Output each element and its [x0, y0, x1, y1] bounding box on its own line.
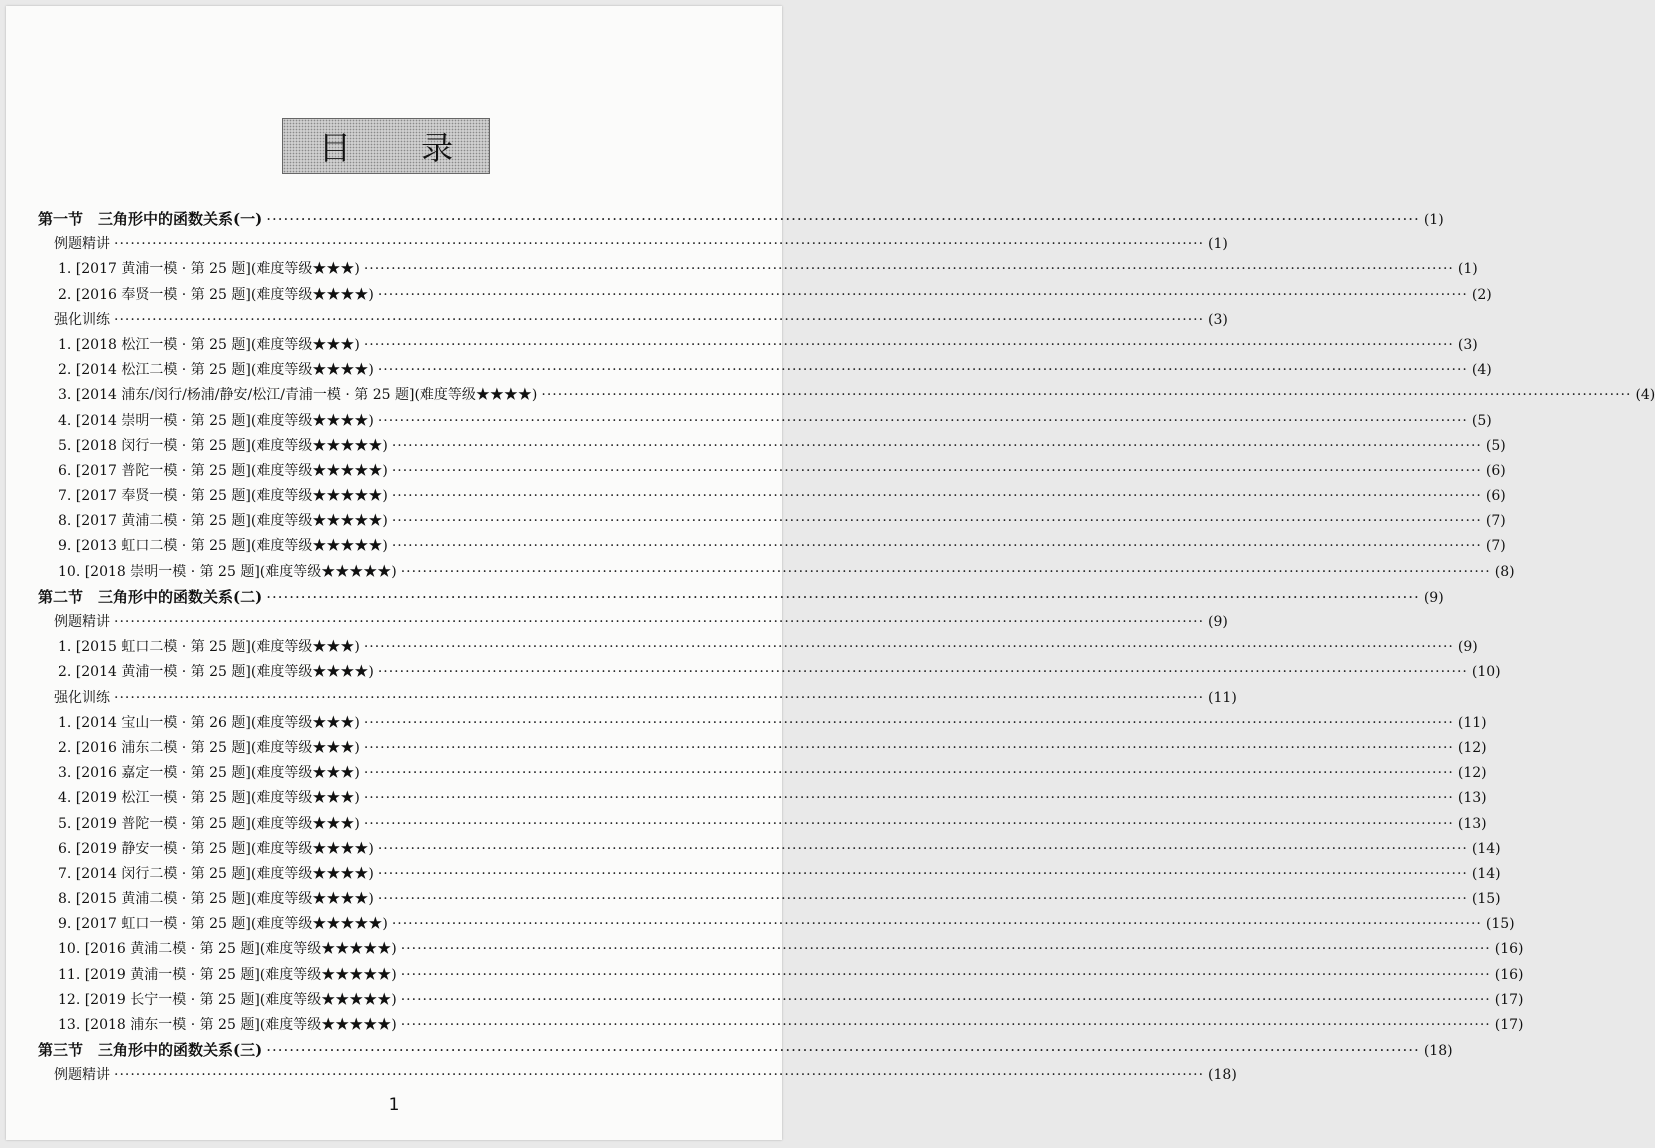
dot-leader: ········································································································································································································ — [363, 815, 1454, 832]
toc-entry-label: 强化训练 — [54, 689, 110, 706]
toc-entry-label: 10. [2018 崇明一模 · 第 25 题](难度等级★★★★★) — [58, 563, 397, 580]
toc-entry-page: (9) — [1208, 614, 1228, 630]
dot-leader: ········································································································································································································ — [391, 538, 1482, 555]
dot-leader: ········································································································································································································ — [377, 412, 1468, 429]
dot-leader: ········································································································································································································ — [400, 966, 1491, 983]
toc-entry-sub — [38, 610, 1228, 635]
toc-entry-page: (16) — [1494, 966, 1524, 983]
toc-entry-label: 2. [2016 浦东二模 · 第 25 题](难度等级★★★) — [58, 739, 360, 756]
toc-entry-label: 4. [2014 崇明一模 · 第 25 题](难度等级★★★★) — [58, 412, 374, 429]
dot-leader: ········································································································································································································ — [114, 689, 1205, 706]
toc-entry-label: 1. [2018 松江一模 · 第 25 题](难度等级★★★) — [58, 336, 360, 353]
dot-leader: ········································································································································································································ — [391, 488, 1482, 505]
dot-leader: ········································································································································································································ — [266, 210, 1420, 228]
toc-entry-label: 9. [2017 虹口一模 · 第 25 题](难度等级★★★★★) — [58, 916, 388, 933]
toc-entry-page: (6) — [1485, 462, 1506, 479]
toc-entry-page: (14) — [1471, 840, 1501, 857]
toc-entry-item — [38, 358, 1492, 383]
page-number: 1 — [388, 1095, 400, 1115]
toc-entry-section — [38, 585, 1444, 610]
dot-leader: ········································································································································································································ — [377, 286, 1468, 303]
toc-entry-page: (3) — [1208, 311, 1228, 328]
toc-entry-label: 13. [2018 浦东一模 · 第 25 题](难度等级★★★★★) — [58, 1017, 397, 1033]
toc-entry-page: (13) — [1457, 790, 1487, 807]
toc-entry-item — [38, 736, 1487, 761]
toc-entry-item — [38, 963, 1524, 988]
toc-entry-page: (1) — [1423, 212, 1444, 228]
toc-entry-page: (4) — [1471, 362, 1492, 379]
dot-leader: ········································································································································································································ — [363, 790, 1454, 807]
dot-leader: ········································································································································································································ — [400, 991, 1491, 1008]
toc-entry-page: (2) — [1471, 286, 1492, 303]
toc-entry-label: 8. [2017 黄浦二模 · 第 25 题](难度等级★★★★★) — [58, 513, 388, 530]
dot-leader: ········································································································································································································ — [391, 513, 1482, 530]
toc-entry-label: 例题精讲 — [54, 1067, 110, 1084]
dot-leader: ········································································································································································································ — [363, 739, 1454, 756]
dot-leader: ········································································································································································································ — [363, 765, 1454, 782]
dot-leader: ········································································································································································································ — [377, 891, 1468, 908]
toc-entry-label: 4. [2019 松江一模 · 第 25 题](难度等级★★★) — [58, 790, 360, 807]
toc-entry-label: 3. [2014 浦东/闵行/杨浦/静安/松江/青浦一模 · 第 25 题](难度等级★★★★) — [58, 387, 538, 404]
toc-entry-label: 6. [2017 普陀一模 · 第 25 题](难度等级★★★★★) — [58, 462, 388, 479]
toc-entry-item — [38, 509, 1506, 534]
toc-entry-label: 7. [2017 奉贤一模 · 第 25 题](难度等级★★★★★) — [58, 488, 388, 505]
toc-entry-item — [38, 383, 1655, 408]
dot-leader: ········································································································································································································ — [114, 614, 1205, 630]
dot-leader: ········································································································································································································ — [266, 1041, 1420, 1060]
toc-entry-page: (7) — [1485, 538, 1506, 555]
dot-leader: ········································································································································································································ — [391, 462, 1482, 479]
toc-entry-sub — [38, 686, 1237, 711]
dot-leader: ········································································································································································································ — [400, 563, 1491, 580]
toc-entry-item — [38, 937, 1524, 962]
toc-entry-item — [38, 484, 1506, 509]
toc-entry-label: 第一节 三角形中的函数关系(一) — [38, 210, 263, 228]
toc-entry-label: 9. [2013 虹口二模 · 第 25 题](难度等级★★★★★) — [58, 538, 388, 555]
toc-entry-label: 12. [2019 长宁一模 · 第 25 题](难度等级★★★★★) — [58, 991, 397, 1008]
toc-entry-label: 6. [2019 静安一模 · 第 25 题](难度等级★★★★) — [58, 840, 374, 857]
toc-entry-label: 5. [2018 闵行一模 · 第 25 题](难度等级★★★★★) — [58, 437, 388, 454]
toc-entry-page: (1) — [1457, 261, 1478, 278]
toc-entry-section — [38, 1038, 1453, 1063]
dot-leader: ········································································································································································································ — [377, 865, 1468, 882]
toc-entry-page: (17) — [1494, 1017, 1524, 1033]
toc-entry-label: 例题精讲 — [54, 236, 110, 253]
toc-entry-page: (14) — [1471, 865, 1501, 882]
toc-entry-label: 1. [2015 虹口二模 · 第 25 题](难度等级★★★) — [58, 639, 360, 656]
toc-entry-page: (10) — [1471, 664, 1501, 681]
dot-leader: ········································································································································································································ — [363, 336, 1454, 353]
toc-entry-page: (7) — [1485, 513, 1506, 530]
dot-leader: ········································································································································································································ — [363, 261, 1454, 278]
toc-entry-label: 11. [2019 黄浦一模 · 第 25 题](难度等级★★★★★) — [58, 966, 397, 983]
toc-entry-item — [38, 761, 1487, 786]
dot-leader: ········································································································································································································ — [400, 941, 1491, 958]
toc-entry-page: (8) — [1494, 563, 1515, 580]
toc-entry-item — [38, 257, 1478, 282]
toc-entry-item — [38, 283, 1492, 308]
dot-leader: ········································································································································································································ — [114, 311, 1205, 328]
dot-leader: ········································································································································································································ — [377, 840, 1468, 857]
toc-entry-page: (5) — [1485, 437, 1506, 454]
dot-leader: ········································································································································································································ — [114, 236, 1205, 253]
toc-entry-label: 7. [2014 闵行二模 · 第 25 题](难度等级★★★★) — [58, 865, 374, 882]
toc-entry-page: (11) — [1457, 714, 1487, 731]
toc-entry-page: (9) — [1457, 639, 1478, 656]
toc-title: 目 录 — [318, 129, 484, 167]
toc-entry-section — [38, 207, 1444, 232]
toc-entry-page: (12) — [1457, 739, 1487, 756]
toc-entry-item — [38, 1013, 1524, 1038]
dot-leader: ········································································································································································································ — [377, 362, 1468, 379]
toc-entry-page: (9) — [1423, 589, 1444, 606]
dot-leader: ········································································································································································································ — [400, 1017, 1491, 1033]
toc-entry-label: 第二节 三角形中的函数关系(二) — [38, 587, 263, 606]
toc-entry-sub — [38, 232, 1228, 257]
dot-leader: ········································································································································································································ — [363, 639, 1454, 656]
toc-entry-label: 2. [2014 黄浦一模 · 第 25 题](难度等级★★★★) — [58, 664, 374, 681]
dot-leader: ········································································································································································································ — [266, 587, 1420, 606]
toc-entry-page: (15) — [1485, 916, 1515, 933]
toc-entry-item — [38, 534, 1506, 559]
toc-entry-page: (12) — [1457, 765, 1487, 782]
dot-leader: ········································································································································································································ — [541, 387, 1632, 404]
toc-entry-item — [38, 887, 1501, 912]
toc-entry-item — [38, 862, 1501, 887]
toc-entry-page: (6) — [1485, 488, 1506, 505]
toc-entry-page: (5) — [1471, 412, 1492, 429]
toc-entry-label: 2. [2016 奉贤一模 · 第 25 题](难度等级★★★★) — [58, 286, 374, 303]
toc-entry-page: (1) — [1208, 236, 1228, 253]
toc-entry-label: 第三节 三角形中的函数关系(三) — [38, 1041, 263, 1060]
toc-entry-label: 强化训练 — [54, 311, 110, 328]
toc-entry-page: (15) — [1471, 891, 1501, 908]
toc-entry-item — [38, 635, 1478, 660]
toc-entry-label: 10. [2016 黄浦二模 · 第 25 题](难度等级★★★★★) — [58, 941, 397, 958]
toc-entry-page: (4) — [1635, 387, 1655, 404]
toc-entry-page: (11) — [1208, 689, 1237, 706]
toc-entry-item — [38, 711, 1487, 736]
toc-entry-item — [38, 459, 1506, 484]
toc-title-box — [282, 118, 490, 174]
toc-list — [38, 207, 1655, 1089]
toc-entry-label: 2. [2014 松江二模 · 第 25 题](难度等级★★★★) — [58, 362, 374, 379]
dot-leader: ········································································································································································································ — [114, 1067, 1205, 1084]
toc-entry-page: (18) — [1423, 1043, 1453, 1060]
toc-entry-page: (17) — [1494, 991, 1524, 1008]
toc-entry-page: (18) — [1208, 1067, 1237, 1084]
toc-entry-page: (16) — [1494, 941, 1524, 958]
toc-entry-item — [38, 434, 1506, 459]
toc-entry-item — [38, 786, 1487, 811]
toc-entry-item — [38, 837, 1501, 862]
toc-entry-item — [38, 912, 1515, 937]
toc-entry-label: 1. [2017 黄浦一模 · 第 25 题](难度等级★★★) — [58, 261, 360, 278]
toc-entry-label: 5. [2019 普陀一模 · 第 25 题](难度等级★★★) — [58, 815, 360, 832]
dot-leader: ········································································································································································································ — [363, 714, 1454, 731]
document-page — [6, 6, 1655, 1140]
dot-leader: ········································································································································································································ — [391, 916, 1482, 933]
toc-entry-page: (13) — [1457, 815, 1487, 832]
toc-entry-item — [38, 988, 1524, 1013]
toc-entry-item — [38, 560, 1515, 585]
toc-entry-sub — [38, 1063, 1237, 1088]
toc-entry-label: 8. [2015 黄浦二模 · 第 25 题](难度等级★★★★) — [58, 891, 374, 908]
toc-entry-item — [38, 812, 1487, 837]
toc-entry-page: (3) — [1457, 336, 1478, 353]
dot-leader: ········································································································································································································ — [391, 437, 1482, 454]
toc-entry-item — [38, 409, 1492, 434]
toc-entry-label: 例题精讲 — [54, 614, 110, 630]
toc-entry-label: 3. [2016 嘉定一模 · 第 25 题](难度等级★★★) — [58, 765, 360, 782]
toc-entry-item — [38, 333, 1478, 358]
dot-leader: ········································································································································································································ — [377, 664, 1468, 681]
toc-entry-item — [38, 660, 1501, 685]
toc-entry-sub — [38, 308, 1228, 333]
toc-entry-label: 1. [2014 宝山一模 · 第 26 题](难度等级★★★) — [58, 714, 360, 731]
